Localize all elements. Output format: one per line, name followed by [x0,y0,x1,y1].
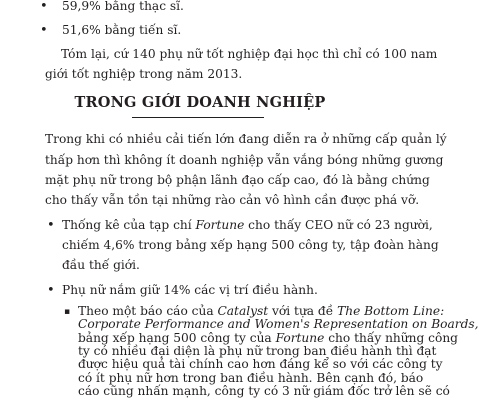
bullet-masters-text: 59,9% bằng thạc sĩ. [62,0,184,13]
catalyst-line: Theo một báo cáo của Catalyst với tựa đề The Bottom Line: [78,304,445,318]
catalyst-italic: Catalyst [217,304,269,318]
catalyst-line: cáo cũng nhấn mạnh, công ty có 3 nữ giám đốc trở lên sẽ có [78,384,450,398]
bullet-fortune-line: Thống kê của tạp chí Fortune cho thấy CEO nữ có 23 người, [62,218,433,232]
bullet-glyph: • [40,0,48,14]
bullet-doctorate-text: 51,6% bằng tiến sĩ. [62,23,182,37]
bullet-glyph: • [47,283,55,298]
summary-line: Tóm lại, cứ 140 phụ nữ tốt nghiệp đại học thì chỉ có 100 nam [61,47,438,61]
summary-line: giới tốt nghiệp trong năm 2013. [45,67,243,81]
bullet-fortune-line: đầu thế giới. [62,258,140,272]
fortune-italic: Fortune [275,330,325,345]
report-title-italic: Corporate Performance and Women's Representation on Boards, [78,317,479,332]
catalyst-line: có ít phụ nữ hơn trong ban điều hành. Bên cạnh đó, báo [78,370,424,385]
bullet-executive-text: Phụ nữ nắm giữ 14% các vị trí điều hành. [62,283,318,297]
intro-line: thấp hơn thì không ít doanh nghiệp vẫn vắng bóng những gương [45,153,444,167]
heading-underline [132,117,264,118]
catalyst-line: được hiệu quả tài chính cao hơn đáng kể so với các công ty [78,357,443,372]
sub-bullet-glyph: ▪ [64,307,71,317]
section-heading: TRONG GIỚI DOANH NGHIỆP [74,94,326,111]
catalyst-line: ty có nhiều đại diện là phụ nữ trong ban điều hành thì đạt [78,344,437,358]
bullet-fortune-line: chiếm 4,6% trong bảng xếp hạng 500 công ty, tập đoàn hàng [62,238,439,252]
fortune-italic: Fortune [195,218,245,232]
intro-line: mặt phụ nữ trong bộ phận lãnh đạo cấp cao, đó là bằng chứng [45,173,430,187]
catalyst-line: bảng xếp hạng 500 công ty của Fortune cho thấy những công [78,330,458,345]
intro-line: Trong khi có nhiều cải tiến lớn đang diễn ra ở những cấp quản lý [45,132,447,146]
intro-line: cho thấy vẫn tồn tại những rào cản vô hình cần được phá vỡ. [45,193,420,207]
bullet-glyph: • [47,218,55,233]
report-title-italic: The Bottom Line: [337,304,445,318]
catalyst-line [78,318,479,331]
bullet-glyph: • [40,23,48,38]
